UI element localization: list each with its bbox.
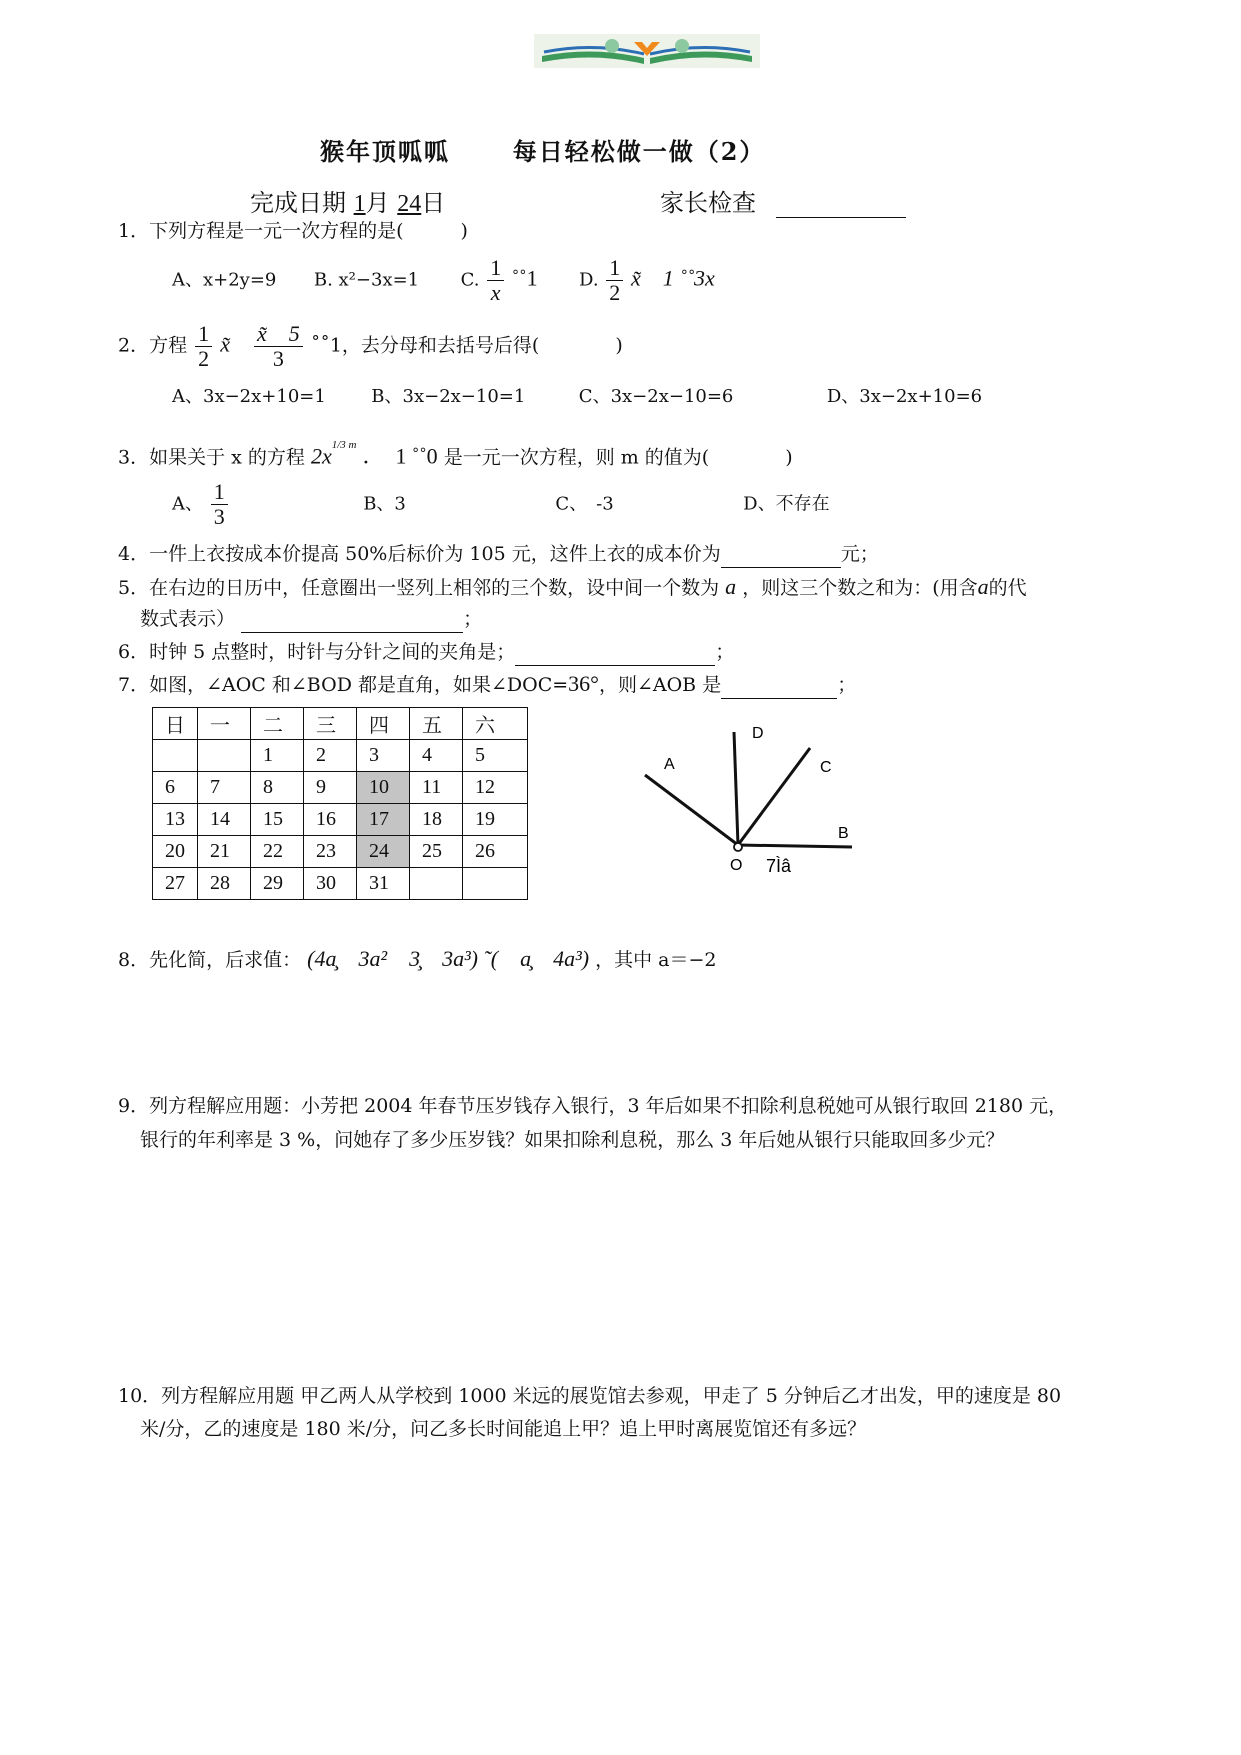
q1-opt-c-label: C. xyxy=(460,269,480,291)
q2-mid: x̃ xyxy=(220,331,230,357)
calendar-cell: 5 xyxy=(463,740,528,772)
calendar-cell: 11 xyxy=(410,772,463,804)
label-d: D xyxy=(752,725,764,742)
q1-opt-d-rest: x̃ 1 ˚˚3x xyxy=(631,265,715,291)
question-3 xyxy=(118,440,793,470)
ray-od xyxy=(734,732,738,845)
q3-options xyxy=(172,480,830,529)
label-a: A xyxy=(664,756,675,773)
q1-opt-c-fraction: $\frac{1}{x}$ xyxy=(487,256,504,305)
calendar-cell xyxy=(463,868,528,900)
calendar-cell: 14 xyxy=(198,804,251,836)
calendar-cell: 6 xyxy=(153,772,198,804)
day-unit: 日 xyxy=(421,189,446,217)
calendar-cell: 8 xyxy=(251,772,304,804)
q3-label: 3．如果关于 x 的方程 xyxy=(118,446,305,469)
calendar-header: 五 xyxy=(410,708,463,740)
q3-expr: 2x xyxy=(310,443,332,469)
date-month: 1 xyxy=(353,191,366,217)
month-unit: 月 xyxy=(365,189,390,217)
calendar-table xyxy=(152,707,528,900)
calendar-cell: 15 xyxy=(251,804,304,836)
page-title xyxy=(320,132,765,167)
q1-opt-d-label: D. xyxy=(579,269,599,291)
calendar-row xyxy=(153,868,528,900)
question-4 xyxy=(118,541,879,568)
q3-opt-b: B、3 xyxy=(363,493,406,515)
q10-line1: 10．列方程解应用题 甲乙两人从学校到 1000 米远的展览馆去参观，甲走了 5 分钟后乙才出发，甲的速度是 80 xyxy=(118,1385,1062,1407)
q5-line2: 数式表示） xyxy=(140,608,236,630)
ray-oa xyxy=(645,775,738,845)
q2-label: 2．方程 xyxy=(118,334,188,357)
q7-text: 7．如图，∠AOC 和∠BOD 都是直角，如果∠DOC= xyxy=(118,674,569,696)
calendar-row xyxy=(153,740,528,772)
calendar-cell: 2 xyxy=(304,740,357,772)
calendar-cell: 21 xyxy=(198,836,251,868)
calendar-cell: 3 xyxy=(357,740,410,772)
calendar-row xyxy=(153,772,528,804)
q2-rest: ˚˚1，去分母和去括号后得( ) xyxy=(310,334,623,357)
question-9 xyxy=(118,1093,1067,1119)
parent-check xyxy=(660,183,906,218)
calendar-row xyxy=(153,836,528,868)
q8-rest: ，其中 a＝−2 xyxy=(595,949,717,971)
q7-answer-blank[interactable] xyxy=(721,672,837,699)
label-o: O xyxy=(730,857,743,874)
q2-fraction-1: $\frac{1}{2}$ xyxy=(195,322,212,371)
q5-line1c: 的代 xyxy=(988,577,1027,599)
calendar-cell: 27 xyxy=(153,868,198,900)
calendar-cell: 20 xyxy=(153,836,198,868)
question-9-line2 xyxy=(140,1127,1004,1153)
q5-var2: a xyxy=(977,574,989,599)
question-6 xyxy=(118,639,734,666)
calendar-cell: 4 xyxy=(410,740,463,772)
question-2 xyxy=(118,322,623,371)
q2-options xyxy=(172,382,982,408)
calendar-cell-highlighted: 24 xyxy=(357,836,410,868)
q3-opt-c: C、 -3 xyxy=(555,493,614,515)
q5-line1b: ，则这三个数之和为：(用含 xyxy=(742,577,978,599)
calendar-cell: 18 xyxy=(410,804,463,836)
q3-mid: ． 1 ˚˚0 xyxy=(362,443,438,469)
calendar-header: 日 xyxy=(153,708,198,740)
q9-line2: 银行的年利率是 3 %，问她存了多少压岁钱？如果扣除利息税，那么 3 年后她从银行只能取回多少元？ xyxy=(140,1129,1005,1151)
calendar-cell: 29 xyxy=(251,868,304,900)
calendar-cell xyxy=(153,740,198,772)
date-line xyxy=(250,183,445,218)
question-8 xyxy=(118,946,717,973)
q3-exponent: 1/3 m xyxy=(331,439,357,451)
parent-check-blank[interactable] xyxy=(776,189,906,218)
question-5 xyxy=(118,574,1027,601)
q3-opt-d: D、不存在 xyxy=(743,493,830,515)
calendar-cell: 16 xyxy=(304,804,357,836)
q1-opt-d-fraction: $\frac{1}{2}$ xyxy=(606,256,623,305)
calendar-cell: 7 xyxy=(198,772,251,804)
ray-ob xyxy=(738,845,852,847)
q1-text: 1．下列方程是一元一次方程的是( ) xyxy=(118,220,468,242)
calendar-row xyxy=(153,804,528,836)
calendar-cell: 9 xyxy=(304,772,357,804)
calendar-header: 四 xyxy=(357,708,410,740)
question-1 xyxy=(118,218,468,244)
q2-opt-b: B、3x−2x−10=1 xyxy=(371,386,526,407)
q2-opt-c: C、3x−2x−10=6 xyxy=(578,386,734,407)
label-c: C xyxy=(820,759,832,776)
q3-opt-a-fraction: $\frac{1}{3}$ xyxy=(211,480,228,529)
q3-rest: 是一元一次方程，则 m 的值为( ) xyxy=(443,446,793,469)
calendar-cell: 23 xyxy=(304,836,357,868)
title-left: 猴年顶呱呱 xyxy=(320,137,450,166)
q7-angle: 36° xyxy=(568,671,599,696)
calendar-cell: 19 xyxy=(463,804,528,836)
calendar-cell-highlighted: 17 xyxy=(357,804,410,836)
calendar-cell: 31 xyxy=(357,868,410,900)
question-5-line2 xyxy=(140,606,482,633)
q2-opt-a: A、3x−2x+10=1 xyxy=(172,386,326,407)
calendar-cell xyxy=(410,868,463,900)
calendar-header: 一 xyxy=(198,708,251,740)
q1-opt-b: B. x²−3x=1 xyxy=(313,269,420,291)
calendar-cell: 22 xyxy=(251,836,304,868)
figure-caption: 7Ìâ xyxy=(766,856,792,876)
date-label: 完成日期 xyxy=(250,189,346,217)
q1-options xyxy=(172,256,715,305)
calendar-cell xyxy=(198,740,251,772)
calendar-cell: 28 xyxy=(198,868,251,900)
q5-line1: 5．在右边的日历中，任意圈出一竖列上相邻的三个数，设中间一个数为 xyxy=(118,577,720,599)
q9-line1: 9．列方程解应用题：小芳把 2004 年春节压岁钱存入银行，3 年后如果不扣除利息税她可从银行取回 2180 元， xyxy=(118,1095,1068,1117)
q10-line2: 米/分，乙的速度是 180 米/分，问乙多长时间能追上甲？追上甲时离展览馆还有多远？ xyxy=(140,1418,867,1440)
q2-opt-d: D、3x−2x+10=6 xyxy=(826,386,983,407)
question-7 xyxy=(118,671,856,699)
question-10 xyxy=(118,1383,1061,1409)
q5-suffix: ； xyxy=(463,608,483,630)
q4-text: 4．一件上衣按成本价提高 50%后标价为 105 元，这件上衣的成本价为 xyxy=(118,543,721,565)
vertex-o xyxy=(734,843,742,851)
label-b: B xyxy=(838,825,849,842)
q3-opt-a-label: A、 xyxy=(172,493,203,515)
q1-opt-a: A、x+2y=9 xyxy=(172,269,277,291)
calendar-cell: 1 xyxy=(251,740,304,772)
title-right: 每日轻松做一做（2） xyxy=(512,137,766,166)
q4-answer-blank[interactable] xyxy=(721,541,841,568)
q1-opt-c-rest: ˚˚1 xyxy=(511,265,538,291)
question-10-line2 xyxy=(140,1416,866,1442)
calendar-header: 六 xyxy=(463,708,528,740)
date-day: 24 xyxy=(397,191,422,217)
calendar-cell: 30 xyxy=(304,868,357,900)
calendar-cell: 25 xyxy=(410,836,463,868)
q5-answer-blank[interactable] xyxy=(241,606,463,633)
calendar-cell-highlighted: 10 xyxy=(357,772,410,804)
q6-answer-blank[interactable] xyxy=(515,639,715,666)
calendar-header-row xyxy=(153,708,528,740)
calendar-cell: 13 xyxy=(153,804,198,836)
header-logo xyxy=(534,34,760,68)
q4-suffix: 元； xyxy=(840,543,879,565)
q8-label: 8．先化简，后求值： xyxy=(118,949,302,971)
q6-text: 6．时钟 5 点整时，时针与分针之间的夹角是； xyxy=(118,641,516,663)
calendar-header: 二 xyxy=(251,708,304,740)
q7-text2: ，则∠AOB 是 xyxy=(598,674,722,696)
parent-check-label: 家长检查 xyxy=(660,189,756,217)
ray-oc xyxy=(738,748,810,845)
q8-expr: (4a̧ 3a² 3̧ 3a³) ˜( a̧ 4a³) xyxy=(307,946,590,971)
calendar-cell: 26 xyxy=(463,836,528,868)
calendar-header: 三 xyxy=(304,708,357,740)
q7-suffix: ； xyxy=(837,674,857,696)
q6-suffix: ； xyxy=(715,641,735,663)
calendar-cell: 12 xyxy=(463,772,528,804)
angle-figure xyxy=(630,720,870,890)
q2-fraction-2: $\frac{x̃ 5}{3}$ xyxy=(254,322,303,371)
q5-var: a xyxy=(725,574,737,599)
